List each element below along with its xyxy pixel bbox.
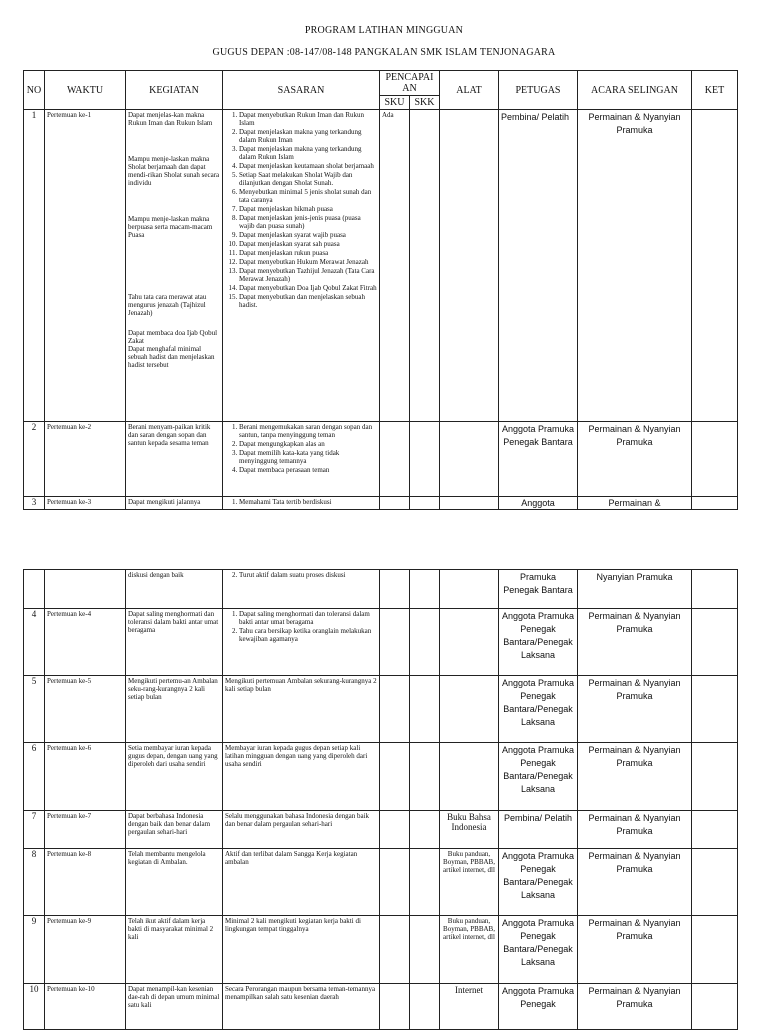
row-waktu: Pertemuan ke-4	[45, 609, 126, 676]
row-skk	[410, 422, 440, 497]
row-alat	[440, 609, 499, 676]
sasaran-item: 14. Dapat menyebutkan Doa Ijab Qobul Zakat Fitrah	[239, 284, 377, 292]
row-sasaran: Membayar iuran kepada gugus depan setiap kali latihan mingguan dengan uang yang diperoleh dari usaha sendiri	[223, 743, 380, 811]
row-skk	[410, 110, 440, 422]
sasaran-item: 2. Turut aktif dalam suatu proses diskusi	[239, 571, 377, 579]
row-alat	[440, 497, 499, 510]
row-petugas: Anggota Pramuka Penegak Bantara	[499, 422, 578, 497]
row-no: 7	[24, 811, 45, 849]
page-title: PROGRAM LATIHAN MINGGUAN	[304, 25, 464, 36]
row-no	[24, 570, 45, 609]
row-skk	[410, 676, 440, 743]
row-acara: Permainan &	[578, 497, 692, 510]
row-alat	[440, 422, 499, 497]
row-alat	[440, 743, 499, 811]
sasaran-item: 5. Setiap Saat melakukan Sholat Wajib dan dilanjutkan dengan Sholat Sunah.	[239, 171, 377, 187]
row-acara: Permainan & Nyanyian Pramuka	[578, 849, 692, 916]
row-petugas: Anggota	[499, 497, 578, 510]
row-waktu: Pertemuan ke-8	[45, 849, 126, 916]
row-petugas: Pramuka Penegak Bantara	[499, 570, 578, 609]
row-kegiatan: Telah ikut aktif dalam kerja bakti di masyarakat minimal 2 kali	[126, 916, 223, 984]
kegiatan-item: Dapat membaca doa Ijab Qobul Zakat	[128, 329, 218, 345]
row-sku	[380, 916, 410, 984]
row-sku	[380, 743, 410, 811]
row-ket	[692, 609, 738, 676]
row-no: 1	[24, 110, 45, 422]
row-kegiatan: diskusi dengan baik	[126, 570, 223, 609]
row-kegiatan: Berani menyam-paikan kritik dan saran dengan sopan dan santun kepada sesama teman	[126, 422, 223, 497]
col-sasaran: SASARAN	[223, 71, 380, 110]
sasaran-item: 6. Menyebutkan minimal 5 jenis sholat sunah dan tata caranya	[239, 188, 377, 204]
row-ket	[692, 916, 738, 984]
kegiatan-item: Mampu menje-laskan makna berpuasa serta macam-macam Puasa	[128, 215, 213, 239]
row-alat: Buku panduan, Boyman, PBBAB, artikel internet, dll	[440, 916, 499, 984]
row-sasaran	[223, 609, 380, 676]
sasaran-item: 1. Dapat saling menghormati dan toleransi dalam bakti antar umat beragama	[239, 610, 377, 626]
sasaran-item: 10. Dapat menjelaskan syarat sah puasa	[239, 240, 377, 248]
row-kegiatan: Dapat mengikuti jalannya	[126, 497, 223, 510]
row-waktu: Pertemuan ke-2	[45, 422, 126, 497]
row-no: 6	[24, 743, 45, 811]
row-sku	[380, 811, 410, 849]
row-skk	[410, 497, 440, 510]
row-petugas: Anggota Pramuka Penegak Bantara/Penegak Laksana	[499, 916, 578, 984]
row-kegiatan: Telah membantu mengelola kegiatan di Ambalan.	[126, 849, 223, 916]
row-sku	[380, 984, 410, 1030]
table-row	[24, 676, 738, 743]
row-sasaran	[223, 497, 380, 510]
row-no: 2	[24, 422, 45, 497]
row-petugas: Pembina/ Pelatih	[499, 811, 578, 849]
row-ket	[692, 676, 738, 743]
row-alat	[440, 570, 499, 609]
sasaran-item: 12. Dapat menyebutkan Hukum Merawat Jenazah	[239, 258, 377, 266]
col-kegiatan: KEGIATAN	[126, 71, 223, 110]
row-alat: Buku Bahsa Indonesia	[440, 811, 499, 849]
row-ket	[692, 497, 738, 510]
row-waktu: Pertemuan ke-6	[45, 743, 126, 811]
sasaran-item: 1. Dapat menyebutkan Rukun Iman dan Rukun Islam	[239, 111, 377, 127]
table-row	[24, 849, 738, 916]
row-sku	[380, 609, 410, 676]
row-ket	[692, 849, 738, 916]
row-skk	[410, 811, 440, 849]
row-sasaran: Minimal 2 kali mengikuti kegiatan kerja bakti di lingkungan tempat tinggalnya	[223, 916, 380, 984]
row-sku	[380, 570, 410, 609]
sasaran-item: 2. Dapat menjelaskan makna yang terkandung dalam Rukun Iman	[239, 128, 377, 144]
row-waktu: Pertemuan ke-3	[45, 497, 126, 510]
col-petugas: PETUGAS	[499, 71, 578, 110]
row-kegiatan: Dapat saling menghormati dan toleransi dalam bakti antar umat beragama	[126, 609, 223, 676]
page-subtitle: GUGUS DEPAN :08-147/08-148 PANGKALAN SMK ISLAM TENJONAGARA	[212, 47, 556, 58]
sasaran-item: 9. Dapat menjelaskan syarat wajib puasa	[239, 231, 377, 239]
row-acara: Permainan & Nyanyian Pramuka	[578, 110, 692, 422]
col-alat: ALAT	[440, 71, 499, 110]
row-kegiatan	[126, 110, 223, 422]
row-sku: Ada	[380, 110, 410, 422]
row-petugas: Pembina/ Pelatih	[499, 110, 578, 422]
row-kegiatan: Mengikuti pertemu-an Ambalan seku-rang-kurangnya 2 kali setiap bulan	[126, 676, 223, 743]
col-sku: SKU	[380, 96, 410, 110]
sasaran-item: 2. Dapat mengungkapkan alas an	[239, 440, 377, 448]
row-sku	[380, 676, 410, 743]
sasaran-item: 1. Memahami Tata tertib berdiskusi	[239, 498, 377, 506]
row-ket	[692, 811, 738, 849]
row-skk	[410, 849, 440, 916]
row-alat: Internet	[440, 984, 499, 1030]
row-waktu: Pertemuan ke-10	[45, 984, 126, 1030]
row-acara: Nyanyian Pramuka	[578, 570, 692, 609]
sasaran-item: 4. Dapat membaca perasaan teman	[239, 466, 377, 474]
row-no: 8	[24, 849, 45, 916]
row-waktu: Pertemuan ke-7	[45, 811, 126, 849]
row-sasaran: Secara Perorangan maupun bersama teman-temannya menampilkan salah satu kesenian daerah	[223, 984, 380, 1030]
row-alat: Buku panduan, Boyman, PBBAB, artikel internet, dll	[440, 849, 499, 916]
program-table-top	[23, 70, 738, 510]
row-waktu	[45, 570, 126, 609]
row-waktu: Pertemuan ke-1	[45, 110, 126, 422]
row-acara: Permainan & Nyanyian Pramuka	[578, 984, 692, 1030]
row-petugas: Anggota Pramuka Penegak Bantara/Penegak Laksana	[499, 743, 578, 811]
row-acara: Permainan & Nyanyian Pramuka	[578, 422, 692, 497]
row-no: 9	[24, 916, 45, 984]
sasaran-item: 2. Tahu cara bersikap ketika oranglain melakukan kewajiban agamanya	[239, 627, 377, 643]
row-alat	[440, 110, 499, 422]
row-petugas: Anggota Pramuka Penegak Bantara/Penegak Laksana	[499, 849, 578, 916]
row-acara: Permainan & Nyanyian Pramuka	[578, 811, 692, 849]
table-row	[24, 609, 738, 676]
kegiatan-item: Tahu tata cara merawat atau mengurus jenazah (Tajhizul Jenazah)	[128, 293, 207, 317]
row-waktu: Pertemuan ke-9	[45, 916, 126, 984]
table-row	[24, 497, 738, 510]
sasaran-item: 8. Dapat menjelaskan jenis-jenis puasa (puasa wajib dan puasa sunah)	[239, 214, 377, 230]
row-sasaran	[223, 570, 380, 609]
kegiatan-item: Dapat menghafal minimal sebuah hadist dan menjelaskan hadist tersebut	[128, 345, 215, 369]
table-row	[24, 811, 738, 849]
table-row	[24, 422, 738, 497]
row-sasaran: Mengikuti pertemuan Ambalan sekurang-kurangnya 2 kali setiap bulan	[223, 676, 380, 743]
col-waktu: WAKTU	[45, 71, 126, 110]
row-petugas: Anggota Pramuka Penegak Bantara/Penegak Laksana	[499, 676, 578, 743]
kegiatan-item: Dapat menjelas-kan makna Rukun Iman dan Rukun Islam	[128, 111, 213, 127]
kegiatan-item: Mampu menje-laskan makna Sholat berjamaah dan dapat mendi-rikan Sholat sunah secara individu	[128, 155, 220, 187]
table-row	[24, 110, 738, 422]
row-no: 4	[24, 609, 45, 676]
row-ket	[692, 110, 738, 422]
col-no: NO	[24, 71, 45, 110]
row-no: 5	[24, 676, 45, 743]
col-acara-selingan: ACARA SELINGAN	[578, 71, 692, 110]
col-ket: KET	[692, 71, 738, 110]
row-acara: Permainan & Nyanyian Pramuka	[578, 743, 692, 811]
col-pencapaian: PENCAPAI AN	[380, 71, 440, 96]
row-sasaran	[223, 110, 380, 422]
row-sasaran: Selalu menggunakan bahasa Indonesia dengan baik dan benar dalam pergaulan sehari-hari	[223, 811, 380, 849]
row-petugas: Anggota Pramuka Penegak Bantara/Penegak Laksana	[499, 609, 578, 676]
sasaran-item: 1. Berani mengemukakan saran dengan sopan dan santun, tanpa menyinggung teman	[239, 423, 377, 439]
row-ket	[692, 984, 738, 1030]
row-kegiatan: Dapat menampil-kan kesenian dae-rah di depan umum minimal satu kali	[126, 984, 223, 1030]
row-skk	[410, 570, 440, 609]
row-petugas: Anggota Pramuka Penegak	[499, 984, 578, 1030]
table-row	[24, 743, 738, 811]
row-acara: Permainan & Nyanyian Pramuka	[578, 609, 692, 676]
row-waktu: Pertemuan ke-5	[45, 676, 126, 743]
row-acara: Permainan & Nyanyian Pramuka	[578, 916, 692, 984]
row-sku	[380, 497, 410, 510]
row-acara: Permainan & Nyanyian Pramuka	[578, 676, 692, 743]
row-kegiatan: Dapat berbahasa Indonesia dengan baik dan benar dalam pergaulan sehari-hari	[126, 811, 223, 849]
row-no: 3	[24, 497, 45, 510]
table-row	[24, 916, 738, 984]
sasaran-item: 7. Dapat menjelaskan hikmah puasa	[239, 205, 377, 213]
row-ket	[692, 743, 738, 811]
sasaran-item: 11. Dapat menjelaskan rukun puasa	[239, 249, 377, 257]
sasaran-item: 15. Dapat menyebutkan dan menjelaskan sebuah hadist.	[239, 293, 377, 309]
row-ket	[692, 570, 738, 609]
row-skk	[410, 916, 440, 984]
table-row	[24, 984, 738, 1030]
col-skk: SKK	[410, 96, 440, 110]
row-kegiatan: Setia membayar iuran kepada gugus depan, dengan uang yang diperoleh dari usaha sendiri	[126, 743, 223, 811]
program-table-continued	[23, 569, 738, 1030]
row-sku	[380, 849, 410, 916]
sasaran-item: 3. Dapat memilih kata-kata yang tidak menyinggung temannya	[239, 449, 377, 465]
row-sku	[380, 422, 410, 497]
row-sasaran: Aktif dan terlibat dalam Sangga Kerja kegiatan ambalan	[223, 849, 380, 916]
table-row	[24, 570, 738, 609]
row-ket	[692, 422, 738, 497]
row-no: 10	[24, 984, 45, 1030]
sasaran-item: 13. Dapat menyebutkan Tazhijul Jenazah (Tata Cara Merawat Jenazah)	[239, 267, 377, 283]
row-alat	[440, 676, 499, 743]
row-sasaran	[223, 422, 380, 497]
row-skk	[410, 743, 440, 811]
row-skk	[410, 609, 440, 676]
sasaran-item: 4. Dapat menjelaskan keutamaan sholat berjamaah	[239, 162, 377, 170]
sasaran-item: 3. Dapat menjelaskan makna yang terkandung dalam Rukun Islam	[239, 145, 377, 161]
row-skk	[410, 984, 440, 1030]
